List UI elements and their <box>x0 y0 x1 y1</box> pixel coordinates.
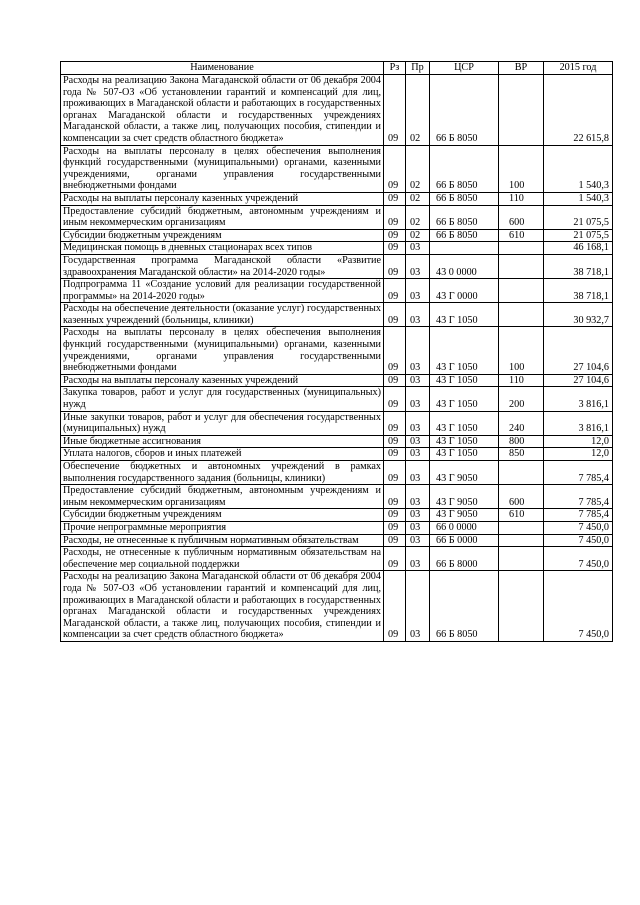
document-page <box>60 61 613 642</box>
cell-name: Закупка товаров, работ и услуг для государственных (муниципальных) нужд <box>61 387 384 411</box>
table-row <box>61 327 613 374</box>
table-header-row <box>61 62 613 75</box>
cell-vr: 100 <box>499 327 544 374</box>
cell-pr: 02 <box>406 75 430 146</box>
cell-vr <box>499 521 544 534</box>
cell-sum: 3 816,1 <box>544 411 613 435</box>
header-rz: Рз <box>384 62 406 75</box>
cell-vr <box>499 242 544 255</box>
cell-pr: 03 <box>406 254 430 278</box>
table-row <box>61 205 613 229</box>
cell-name: Прочие непрограммные мероприятия <box>61 521 384 534</box>
cell-vr <box>499 571 544 642</box>
cell-name: Субсидии бюджетным учреждениям <box>61 509 384 522</box>
cell-sum: 7 450,0 <box>544 547 613 571</box>
cell-rz: 09 <box>384 145 406 192</box>
cell-vr <box>499 303 544 327</box>
cell-rz: 09 <box>384 374 406 387</box>
cell-sum: 1 540,3 <box>544 192 613 205</box>
budget-table <box>60 61 613 642</box>
cell-vr: 110 <box>499 192 544 205</box>
cell-vr: 600 <box>499 205 544 229</box>
cell-pr: 02 <box>406 229 430 242</box>
cell-csr: 66 Б 8050 <box>430 571 499 642</box>
cell-rz: 09 <box>384 254 406 278</box>
cell-sum: 7 785,4 <box>544 485 613 509</box>
cell-csr: 43 Г 1050 <box>430 303 499 327</box>
cell-name: Иные закупки товаров, работ и услуг для обеспечения государственных (муниципальных) нужд <box>61 411 384 435</box>
cell-sum: 46 168,1 <box>544 242 613 255</box>
cell-sum: 7 785,4 <box>544 509 613 522</box>
table-row <box>61 547 613 571</box>
table-row <box>61 534 613 547</box>
cell-name: Расходы на реализацию Закона Магаданской области от 06 декабря 2004 года № 507-ОЗ «Об установлении гарантий и компенсаций для лиц, проживающих в Магаданской области и работающих в государственных органах Магаданской области и государственных учреждениях Магаданской области, а также лиц, получающих пособия, стипендии и компенсации за счет средств областного бюджета» <box>61 75 384 146</box>
table-row <box>61 485 613 509</box>
cell-vr: 800 <box>499 435 544 448</box>
cell-pr: 03 <box>406 571 430 642</box>
cell-vr <box>499 461 544 485</box>
cell-pr: 03 <box>406 547 430 571</box>
table-row <box>61 75 613 146</box>
cell-name: Расходы на выплаты персоналу казенных учреждений <box>61 192 384 205</box>
cell-sum: 12,0 <box>544 435 613 448</box>
cell-pr: 03 <box>406 448 430 461</box>
cell-vr <box>499 254 544 278</box>
cell-pr: 03 <box>406 461 430 485</box>
cell-sum: 38 718,1 <box>544 279 613 303</box>
cell-csr: 43 Г 1050 <box>430 327 499 374</box>
cell-rz: 09 <box>384 303 406 327</box>
cell-name: Расходы на обеспечение деятельности (оказание услуг) государственных казенных учреждений (больницы, клиники) <box>61 303 384 327</box>
table-row <box>61 509 613 522</box>
table-row <box>61 303 613 327</box>
cell-csr: 43 Г 9050 <box>430 461 499 485</box>
cell-rz: 09 <box>384 448 406 461</box>
cell-rz: 09 <box>384 534 406 547</box>
cell-rz: 09 <box>384 509 406 522</box>
cell-csr <box>430 242 499 255</box>
cell-csr: 66 0 0000 <box>430 521 499 534</box>
cell-rz: 09 <box>384 192 406 205</box>
cell-csr: 43 Г 1050 <box>430 448 499 461</box>
cell-rz: 09 <box>384 461 406 485</box>
cell-csr: 43 Г 9050 <box>430 509 499 522</box>
cell-name: Предоставление субсидий бюджетным, автономным учреждениям и иным некоммерческим организациям <box>61 205 384 229</box>
cell-name: Уплата налогов, сборов и иных платежей <box>61 448 384 461</box>
cell-vr: 610 <box>499 509 544 522</box>
table-row <box>61 242 613 255</box>
cell-vr: 610 <box>499 229 544 242</box>
table-row <box>61 254 613 278</box>
cell-rz: 09 <box>384 242 406 255</box>
cell-name: Расходы на выплаты персоналу в целях обеспечения выполнения функций государственными (муниципальными) органами, казенными учреждениями, органами управления государственными внебюджетными фондами <box>61 327 384 374</box>
cell-pr: 03 <box>406 435 430 448</box>
cell-sum: 1 540,3 <box>544 145 613 192</box>
cell-vr: 100 <box>499 145 544 192</box>
cell-pr: 03 <box>406 242 430 255</box>
cell-vr: 240 <box>499 411 544 435</box>
cell-rz: 09 <box>384 279 406 303</box>
cell-sum: 38 718,1 <box>544 254 613 278</box>
cell-sum: 3 816,1 <box>544 387 613 411</box>
cell-pr: 03 <box>406 509 430 522</box>
cell-csr: 66 Б 8050 <box>430 145 499 192</box>
cell-rz: 09 <box>384 387 406 411</box>
cell-csr: 66 Б 8050 <box>430 192 499 205</box>
cell-sum: 27 104,6 <box>544 327 613 374</box>
cell-pr: 02 <box>406 145 430 192</box>
cell-vr <box>499 75 544 146</box>
table-row <box>61 192 613 205</box>
cell-csr: 66 Б 8050 <box>430 205 499 229</box>
cell-vr <box>499 534 544 547</box>
header-name: Наименование <box>61 62 384 75</box>
cell-vr <box>499 279 544 303</box>
cell-rz: 09 <box>384 205 406 229</box>
cell-pr: 03 <box>406 411 430 435</box>
cell-pr: 03 <box>406 521 430 534</box>
cell-vr: 600 <box>499 485 544 509</box>
cell-sum: 7 450,0 <box>544 534 613 547</box>
header-vr: ВР <box>499 62 544 75</box>
cell-sum: 27 104,6 <box>544 374 613 387</box>
cell-name: Субсидии бюджетным учреждениям <box>61 229 384 242</box>
cell-csr: 66 Б 0000 <box>430 534 499 547</box>
cell-pr: 03 <box>406 327 430 374</box>
cell-name: Обеспечение бюджетных и автономных учреждений в рамках выполнения государственного задания (больницы, клиники) <box>61 461 384 485</box>
cell-name: Подпрограмма 11 «Создание условий для реализации государственной программы» на 2014-2020 годы» <box>61 279 384 303</box>
cell-rz: 09 <box>384 435 406 448</box>
cell-pr: 03 <box>406 374 430 387</box>
cell-name: Расходы, не отнесенные к публичным нормативным обязательствам <box>61 534 384 547</box>
cell-name: Расходы на реализацию Закона Магаданской области от 06 декабря 2004 года № 507-ОЗ «Об установлении гарантий и компенсаций для лиц, проживающих в Магаданской области и работающих в государственных органах Магаданской области и государственных учреждениях Магаданской области, а также лиц, получающих пособия, стипендии и компенсации за счет средств областного бюджета» <box>61 571 384 642</box>
table-row <box>61 387 613 411</box>
table-row <box>61 435 613 448</box>
table-row <box>61 448 613 461</box>
header-year: 2015 год <box>544 62 613 75</box>
cell-sum: 7 450,0 <box>544 521 613 534</box>
cell-vr: 110 <box>499 374 544 387</box>
table-row <box>61 571 613 642</box>
cell-pr: 03 <box>406 534 430 547</box>
table-body <box>61 75 613 642</box>
cell-name: Расходы на выплаты персоналу казенных учреждений <box>61 374 384 387</box>
cell-vr: 200 <box>499 387 544 411</box>
cell-csr: 66 Б 8050 <box>430 229 499 242</box>
table-row <box>61 461 613 485</box>
header-pr: Пр <box>406 62 430 75</box>
cell-sum: 22 615,8 <box>544 75 613 146</box>
cell-pr: 02 <box>406 192 430 205</box>
cell-name: Предоставление субсидий бюджетным, автономным учреждениям и иным некоммерческим организациям <box>61 485 384 509</box>
cell-vr <box>499 547 544 571</box>
cell-csr: 43 Г 9050 <box>430 485 499 509</box>
cell-sum: 12,0 <box>544 448 613 461</box>
cell-sum: 21 075,5 <box>544 229 613 242</box>
table-row <box>61 279 613 303</box>
cell-rz: 09 <box>384 571 406 642</box>
cell-csr: 43 Г 1050 <box>430 435 499 448</box>
table-row <box>61 374 613 387</box>
cell-pr: 02 <box>406 205 430 229</box>
cell-rz: 09 <box>384 327 406 374</box>
cell-rz: 09 <box>384 411 406 435</box>
cell-rz: 09 <box>384 521 406 534</box>
cell-name: Медицинская помощь в дневных стационарах всех типов <box>61 242 384 255</box>
cell-sum: 7 450,0 <box>544 571 613 642</box>
cell-rz: 09 <box>384 75 406 146</box>
cell-csr: 66 Б 8000 <box>430 547 499 571</box>
cell-csr: 43 Г 0000 <box>430 279 499 303</box>
cell-rz: 09 <box>384 547 406 571</box>
cell-csr: 43 0 0000 <box>430 254 499 278</box>
cell-rz: 09 <box>384 229 406 242</box>
cell-pr: 03 <box>406 485 430 509</box>
cell-csr: 43 Г 1050 <box>430 411 499 435</box>
cell-sum: 30 932,7 <box>544 303 613 327</box>
table-row <box>61 145 613 192</box>
cell-pr: 03 <box>406 303 430 327</box>
table-row <box>61 229 613 242</box>
cell-name: Иные бюджетные ассигнования <box>61 435 384 448</box>
cell-pr: 03 <box>406 387 430 411</box>
cell-vr: 850 <box>499 448 544 461</box>
cell-name: Государственная программа Магаданской области «Развитие здравоохранения Магаданской области» на 2014-2020 годы» <box>61 254 384 278</box>
cell-csr: 43 Г 1050 <box>430 387 499 411</box>
cell-csr: 43 Г 1050 <box>430 374 499 387</box>
cell-sum: 7 785,4 <box>544 461 613 485</box>
cell-name: Расходы, не отнесенные к публичным нормативным обязательствам на обеспечение мер социальной поддержки <box>61 547 384 571</box>
cell-sum: 21 075,5 <box>544 205 613 229</box>
cell-name: Расходы на выплаты персоналу в целях обеспечения выполнения функций государственными (муниципальными) органами, казенными учреждениями, органами управления государственными внебюджетными фондами <box>61 145 384 192</box>
cell-pr: 03 <box>406 279 430 303</box>
table-row <box>61 521 613 534</box>
table-row <box>61 411 613 435</box>
cell-csr: 66 Б 8050 <box>430 75 499 146</box>
cell-rz: 09 <box>384 485 406 509</box>
header-csr: ЦСР <box>430 62 499 75</box>
